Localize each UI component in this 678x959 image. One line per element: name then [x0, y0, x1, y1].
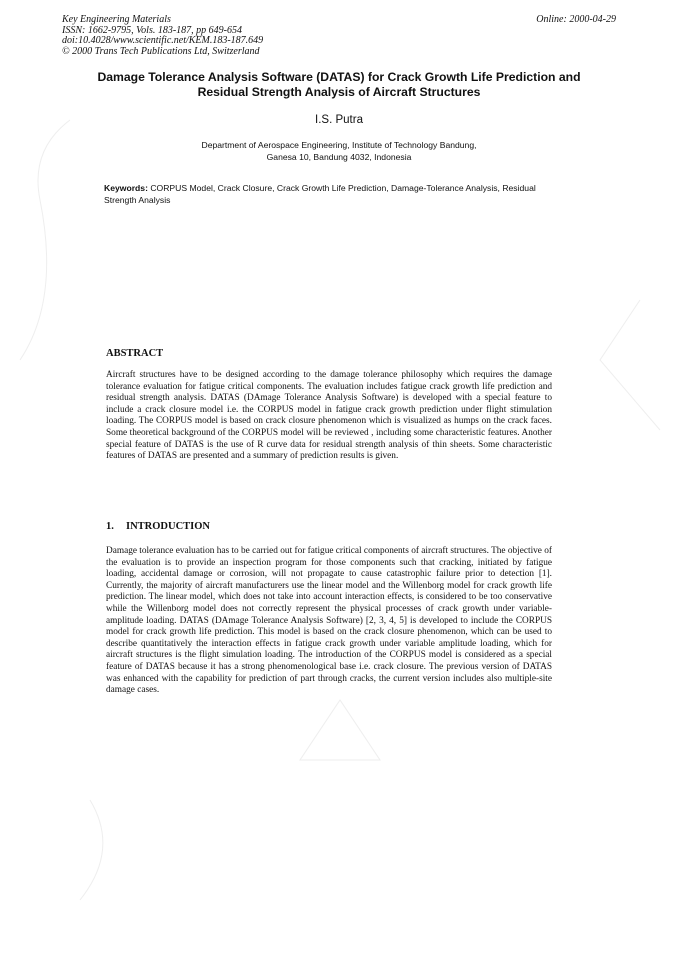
- online-date: Online: 2000-04-29: [536, 14, 616, 25]
- author-name: I.S. Putra: [315, 114, 363, 126]
- affiliation-line-2: Ganesa 10, Bandung 4032, Indonesia: [266, 152, 412, 162]
- introduction-heading: [106, 521, 210, 532]
- affiliation-line-1: Department of Aerospace Engineering, Institute of Technology Bandung,: [201, 140, 477, 150]
- section-title: INTRODUCTION: [126, 521, 211, 532]
- abstract-heading: ABSTRACT: [106, 348, 164, 359]
- keywords-label: Keywords:: [104, 183, 148, 193]
- issn-line: ISSN: 1662-9795, Vols. 183-187, pp 649-654: [62, 24, 242, 36]
- introduction-text: Damage tolerance evaluation has to be carried out for fatigue critical components of aircraft structures. The objective of the evaluation is to provide an inspection program for those components such that cracking, initiated by fatigue loading, accidental damage or corrosion, will not propagate to cause catastrophic failure prior to detection [1]. Currently, the majority of aircraft manufacturers use the linear model and the Willenborg model for crack growth life prediction. The linear model, which does not take into account interaction effects, is considered to be too conservative while the Willenborg model does not correctly represent the physical processes of crack growth under variable-amplitude loading. DATAS (DAmage Tolerance Analysis Software) [2, 3, 4, 5] is developed to include the CORPUS model for crack growth life prediction. This model is based on the crack closure phenomenon, which can be used to describe quantitatively the interaction effects in fatigue crack growth under variable amplitude loading, which for aircraft structures is the flight simulation loading. The introduction of the CORPUS model is considered as a special feature of DATAS because it has a strong phenomenological base i.e. crack closure. The previous version of DATAS was enhanced with the capability for prediction of part through cracks, the current version includes also multiple-site damage cases.: [106, 546, 552, 696]
- affiliation: [120, 139, 558, 163]
- abstract-text: Aircraft structures have to be designed according to the damage tolerance philosophy which requires the damage tolerance evaluation for fatigue critical components. The evaluation includes fatigue crack growth life prediction and residual strength analysis. DATAS (DAmage Tolerance Analysis Software) is developed with a special feature to include a crack closure model i.e. the CORPUS model in fatigue crack growth prediction under flight stimulation loading. The CORPUS model is based on crack closure phenomenon which is visualized as humps on the crack faces. Some theoretical background of the CORPUS model will be reviewed , including some characteristic features. Another special feature of DATAS is the use of R curve data for residual strength analysis of thin sheets. Some characteristic features of DATAS are presented and a summary of prediction results is given.: [106, 370, 552, 462]
- journal-info: [62, 15, 402, 57]
- journal-name: Key Engineering Materials: [62, 14, 171, 25]
- doi-line[interactable]: doi:10.4028/www.scientific.net/KEM.183-187.649: [62, 35, 264, 46]
- keywords: [104, 182, 544, 206]
- copyright-line: © 2000 Trans Tech Publications Ltd, Switzerland: [62, 45, 260, 57]
- keywords-text: CORPUS Model, Crack Closure, Crack Growth Life Prediction, Damage-Tolerance Analysis, Residual Strength Analysis: [104, 183, 536, 205]
- paper-title: Damage Tolerance Analysis Software (DATAS) for Crack Growth Life Prediction and Residual Strength Analysis of Aircraft Structures: [97, 70, 581, 99]
- section-number: 1.: [106, 521, 114, 532]
